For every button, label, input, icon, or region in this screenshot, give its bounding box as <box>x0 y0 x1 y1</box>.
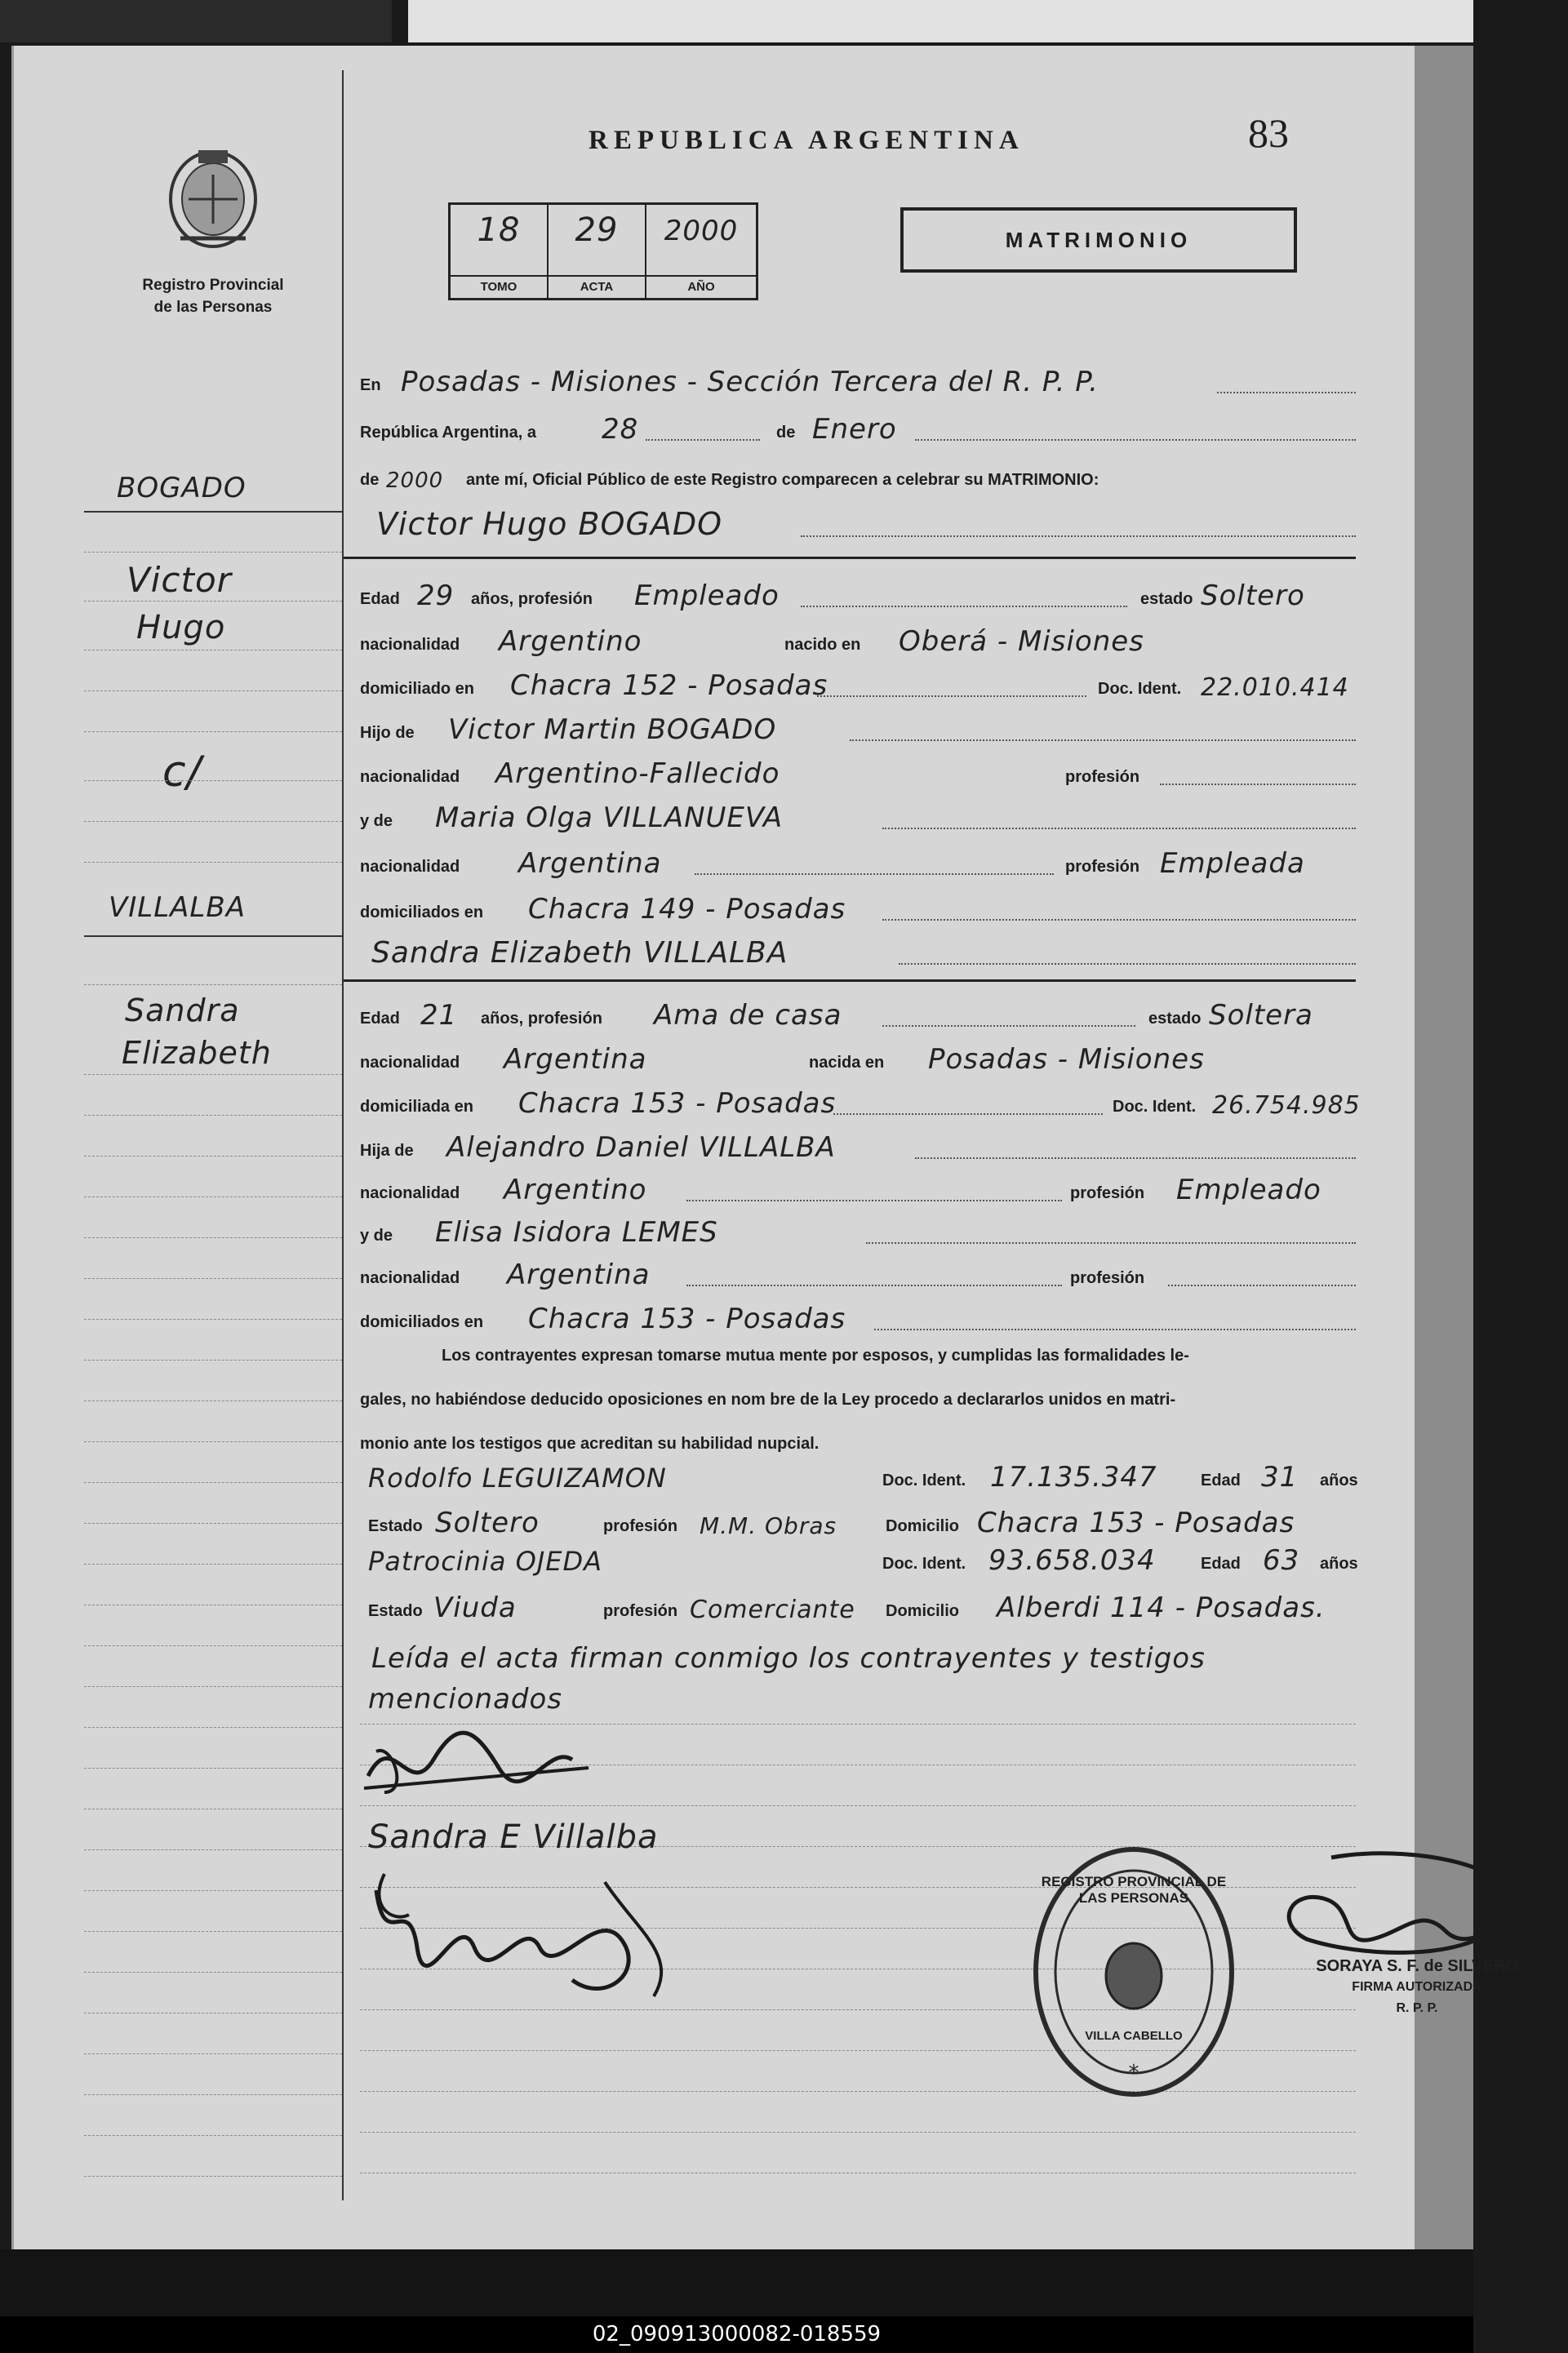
groom-father-nat-row <box>344 757 1356 790</box>
margin-rule <box>84 1686 342 1687</box>
bride-address-row <box>344 1087 1361 1120</box>
fill-dash <box>850 739 1356 741</box>
margin-rule <box>84 601 342 602</box>
witness1-anos-label: años <box>1320 1472 1358 1489</box>
tomo-label: TOMO <box>451 275 547 298</box>
margin-rule <box>84 1768 342 1769</box>
fill-dash <box>882 919 1356 921</box>
witness2-profesion: Comerciante <box>690 1596 855 1624</box>
witness2-row <box>344 1544 1356 1577</box>
groom-age-row <box>344 579 1356 612</box>
groom-full-name: Victor Hugo BOGADO <box>376 506 722 542</box>
declaration-paragraph <box>360 1334 1356 1466</box>
bride-father-nac: Argentino <box>504 1174 647 1206</box>
groom-parents-dom-label: domiciliados en <box>360 903 484 921</box>
closing-line2: mencionados <box>368 1683 563 1716</box>
bride-nac-label: nacionalidad <box>360 1054 460 1072</box>
groom-father-label: Hijo de <box>360 724 415 742</box>
year-value: 2000 <box>386 468 444 493</box>
fill-dash <box>915 439 1356 441</box>
groom-address-row <box>344 669 1356 702</box>
bride-father-nac-label: nacionalidad <box>360 1184 460 1202</box>
witness1-estado: Soltero <box>435 1507 540 1539</box>
fill-dash <box>646 439 760 441</box>
section-divider <box>344 979 1356 982</box>
bride-domicilio: Chacra 153 - Posadas <box>518 1087 837 1120</box>
fill-dash <box>686 1200 1062 1201</box>
groom-father-nac: Argentino-Fallecido <box>495 757 780 790</box>
tomo-value: 18 <box>477 211 521 249</box>
margin-column <box>84 46 342 2249</box>
margin-rule <box>84 1156 342 1157</box>
groom-nacido-label: nacido en <box>784 636 861 654</box>
republica-label: República Argentina, a <box>360 424 536 442</box>
bride-full-name: Sandra Elizabeth VILLALBA <box>371 936 788 970</box>
bride-father: Alejandro Daniel VILLALBA <box>446 1131 836 1164</box>
certificate-body <box>344 46 1518 2249</box>
margin-divider <box>84 511 342 513</box>
groom-mother: Maria Olga VILLANUEVA <box>435 801 784 834</box>
margin-groom-name2: Hugo <box>136 609 226 646</box>
bride-doc: 26.754.985 <box>1212 1091 1361 1120</box>
margin-rule <box>84 1441 342 1442</box>
margin-rule <box>84 1645 342 1646</box>
bride-doc-label: Doc. Ident. <box>1113 1098 1197 1116</box>
fill-dash <box>882 1025 1135 1027</box>
witness1-profesion-label: profesión <box>603 1517 678 1535</box>
witness1-domicilio: Chacra 153 - Posadas <box>977 1507 1295 1539</box>
margin-rule <box>84 1972 342 1973</box>
witness2-edad-label: Edad <box>1201 1555 1241 1573</box>
bride-father-prof-label: profesión <box>1070 1184 1145 1202</box>
witness1-edad-label: Edad <box>1201 1472 1241 1489</box>
fill-dash <box>686 1285 1062 1286</box>
groom-profesion-label: años, profesión <box>471 590 593 608</box>
groom-mother-row <box>344 801 1356 834</box>
groom-father-nac-label: nacionalidad <box>360 768 460 786</box>
scan-bottom-edge <box>0 2249 1473 2316</box>
official-signature <box>1258 1841 1568 1972</box>
body-rule <box>360 2132 1356 2133</box>
margin-bride-name1: Sandra <box>125 992 240 1028</box>
day-value: 28 <box>602 413 639 446</box>
groom-estado: Soltero <box>1201 579 1305 612</box>
witness2-doc: 93.658.034 <box>988 1544 1156 1577</box>
margin-rule <box>84 1564 342 1565</box>
record-type-box: MATRIMONIO <box>900 207 1297 273</box>
margin-connector: c/ <box>162 748 202 797</box>
scan-top-paper-edge <box>408 0 1473 42</box>
bride-mother-row <box>344 1216 1356 1249</box>
groom-father-prof-label: profesión <box>1065 768 1140 786</box>
margin-divider <box>84 935 342 937</box>
margin-rule <box>84 1931 342 1932</box>
registry-name-line1: Registro Provincial <box>142 277 284 294</box>
fill-dash <box>866 1242 1356 1244</box>
margin-rule <box>84 2094 342 2095</box>
ano-cell <box>646 205 756 298</box>
margin-groom-surname: BOGADO <box>117 472 247 504</box>
tomo-cell <box>451 205 549 298</box>
margin-rule <box>84 1849 342 1850</box>
groom-parents-dom: Chacra 149 - Posadas <box>528 893 846 926</box>
witness1-name: Rodolfo LEGUIZAMON <box>368 1463 667 1494</box>
witness1-estado-label: Estado <box>368 1517 423 1535</box>
margin-rule <box>84 1115 342 1116</box>
groom-father: Victor Martin BOGADO <box>448 713 777 746</box>
margin-rule <box>84 862 342 863</box>
ano-label: AÑO <box>646 275 756 298</box>
witness2-name: Patrocinia OJEDA <box>368 1546 602 1577</box>
margin-rule <box>84 2053 342 2054</box>
margin-rule <box>84 821 342 822</box>
registry-name-line2: de las Personas <box>153 299 273 316</box>
witness-signature <box>360 1858 686 2004</box>
witness2-edad: 63 <box>1263 1544 1300 1577</box>
groom-nationality-row <box>344 625 1356 658</box>
margin-groom-name1: Victor <box>127 560 232 600</box>
bride-signature: Sandra E Villalba <box>368 1818 659 1856</box>
margin-rule <box>84 2176 342 2177</box>
margin-rule <box>84 1319 342 1320</box>
groom-parents-address-row <box>344 893 1356 926</box>
groom-father-row <box>344 713 1356 746</box>
official-name: SORAYA S. F. de SILVERO <box>1316 1957 1518 1975</box>
date-row <box>344 413 1356 446</box>
bride-nacida-en: Posadas - Misiones <box>928 1043 1205 1076</box>
margin-rule <box>84 1523 342 1524</box>
margin-rule <box>84 552 342 553</box>
margin-rule <box>84 1196 342 1197</box>
acta-label: ACTA <box>549 275 645 298</box>
bride-father-nat-row <box>344 1174 1356 1206</box>
provincial-seal-icon <box>164 142 262 250</box>
witness2-doc-label: Doc. Ident. <box>882 1555 966 1573</box>
fill-dash <box>915 1157 1356 1159</box>
year-label: de <box>360 471 380 489</box>
margin-bride-name2: Elizabeth <box>122 1035 272 1071</box>
place-row <box>344 366 1356 398</box>
groom-nac-label: nacionalidad <box>360 636 460 654</box>
bride-edad-label: Edad <box>360 1010 400 1028</box>
groom-mother-prof-label: profesión <box>1065 858 1140 876</box>
bride-edad: 21 <box>420 999 458 1032</box>
place-value: Posadas - Misiones - Sección Tercera del R. P. P. <box>401 366 1099 398</box>
groom-name-row <box>344 506 1356 542</box>
groom-nacionalidad: Argentino <box>499 625 642 658</box>
bride-nacionalidad: Argentina <box>504 1043 647 1076</box>
fill-dash <box>801 606 1127 607</box>
fill-dash <box>874 1329 1356 1330</box>
witness1-row <box>344 1461 1356 1494</box>
bride-profesion: Ama de casa <box>654 999 842 1032</box>
bride-mother-nac-label: nacionalidad <box>360 1269 460 1287</box>
declaration-line2: gales, no habiéndose deducido oposiciones en nom bre de la Ley procedo a declararlos unidos en matri- <box>360 1391 1176 1409</box>
witness2-domicilio: Alberdi 114 - Posadas. <box>997 1592 1326 1624</box>
month-value: Enero <box>812 413 897 446</box>
margin-rule <box>84 984 342 985</box>
fill-dash <box>882 828 1356 829</box>
closing-line1: Leída el acta firman conmigo los contrayentes y testigos <box>371 1642 1206 1675</box>
groom-mother-prof: Empleada <box>1160 847 1305 880</box>
registration-box <box>448 202 758 300</box>
groom-mother-label: y de <box>360 812 393 830</box>
groom-signature <box>360 1711 605 1809</box>
statement-text: ante mí, Oficial Público de este Registro comparecen a celebrar su MATRIMONIO: <box>466 471 1099 489</box>
fill-dash <box>1160 784 1356 785</box>
margin-rule <box>84 1074 342 1075</box>
page-number: 83 <box>1248 110 1289 156</box>
margin-bride-surname: VILLALBA <box>109 891 246 924</box>
witness2-details-row <box>344 1592 1356 1624</box>
groom-edad-label: Edad <box>360 590 400 608</box>
witness1-profesion: M.M. Obras <box>700 1512 837 1539</box>
witness1-domicilio-label: Domicilio <box>886 1517 960 1535</box>
official-office: R. P. P. <box>1396 2001 1438 2015</box>
margin-rule <box>84 780 342 781</box>
margin-rule <box>84 1482 342 1483</box>
groom-mother-nac-label: nacionalidad <box>360 858 460 876</box>
stamp-place: VILLA CABELLO <box>1085 2029 1183 2043</box>
stamp-text: REGISTRO PROVINCIAL DE LAS PERSONAS <box>1041 1874 1227 1906</box>
bride-dom-label: domiciliada en <box>360 1098 473 1116</box>
bride-parents-dom-label: domiciliados en <box>360 1313 484 1331</box>
bride-father-label: Hija de <box>360 1142 414 1160</box>
witness1-details-row <box>344 1507 1356 1539</box>
bride-nationality-row <box>344 1043 1356 1076</box>
bride-nacida-label: nacida en <box>809 1054 885 1072</box>
bride-mother-prof-label: profesión <box>1070 1269 1145 1287</box>
groom-mother-nat-row <box>344 847 1356 880</box>
official-role: FIRMA AUTORIZADA <box>1352 1980 1482 1994</box>
official-block <box>1282 1956 1552 2019</box>
witness1-doc: 17.135.347 <box>990 1461 1157 1494</box>
bride-mother-nat-row <box>344 1259 1356 1291</box>
bride-father-prof: Empleado <box>1176 1174 1321 1206</box>
image-id: 02_090913000082-018559 <box>0 2316 1473 2353</box>
groom-mother-nac: Argentina <box>518 847 662 880</box>
margin-rule <box>84 731 342 732</box>
closing-row2 <box>344 1676 1356 1716</box>
bride-mother: Elisa Isidora LEMES <box>435 1216 718 1249</box>
witness2-domicilio-label: Domicilio <box>886 1602 960 1620</box>
section-divider <box>344 557 1356 559</box>
acta-value: 29 <box>575 211 619 249</box>
witness2-estado: Viuda <box>433 1592 517 1624</box>
witness2-profesion-label: profesión <box>603 1602 678 1620</box>
groom-estado-label: estado <box>1140 590 1193 608</box>
declaration-line1: Los contrayentes expresan tomarse mutua mente por esposos, y cumplidas las formalidades le- <box>442 1347 1189 1365</box>
margin-rule <box>84 1237 342 1238</box>
acta-cell <box>549 205 646 298</box>
en-label: En <box>360 376 381 394</box>
ano-value: 2000 <box>664 215 739 247</box>
statement-row <box>344 460 1356 493</box>
fill-dash <box>801 535 1356 537</box>
witness1-edad: 31 <box>1261 1461 1299 1494</box>
declaration-line3: monio ante los testigos que acreditan su habilidad nupcial. <box>360 1435 820 1453</box>
groom-doc: 22.010.414 <box>1201 673 1349 702</box>
margin-rule <box>84 1360 342 1361</box>
groom-profesion: Empleado <box>634 579 780 612</box>
bride-mother-nac: Argentina <box>507 1259 651 1291</box>
bride-parents-dom: Chacra 153 - Posadas <box>528 1303 846 1335</box>
fill-dash <box>833 1113 1103 1115</box>
fill-dash <box>817 695 1086 697</box>
margin-rule <box>84 690 342 691</box>
fill-dash <box>695 873 1054 875</box>
margin-rule <box>84 2135 342 2136</box>
bride-profesion-label: años, profesión <box>481 1010 602 1028</box>
bride-father-row <box>344 1131 1356 1164</box>
margin-rule <box>84 1727 342 1728</box>
margin-rule <box>84 1890 342 1891</box>
groom-domicilio: Chacra 152 - Posadas <box>510 669 828 702</box>
certificate-page <box>11 46 1518 2249</box>
bride-estado-label: estado <box>1148 1010 1202 1028</box>
scan-top-dark-edge <box>0 0 392 42</box>
witness2-anos-label: años <box>1320 1555 1358 1573</box>
closing-row1 <box>344 1636 1356 1675</box>
groom-dom-label: domiciliado en <box>360 680 475 698</box>
bride-name-row <box>344 937 1356 970</box>
bride-mother-label: y de <box>360 1227 393 1245</box>
groom-doc-label: Doc. Ident. <box>1098 680 1182 698</box>
svg-text:*: * <box>1128 2061 1139 2085</box>
groom-edad: 29 <box>417 579 455 612</box>
bride-age-row <box>344 999 1356 1032</box>
de-label: de <box>776 424 796 442</box>
fill-dash <box>1168 1285 1356 1286</box>
registry-name <box>84 274 342 318</box>
bride-parents-address-row <box>344 1303 1356 1335</box>
groom-nacido-en: Oberá - Misiones <box>899 625 1144 658</box>
witness1-doc-label: Doc. Ident. <box>882 1472 966 1489</box>
registry-stamp <box>1028 1841 1240 2102</box>
fill-dash <box>1217 392 1356 393</box>
bride-estado: Soltera <box>1209 999 1313 1032</box>
country-title: REPUBLICA ARGENTINA <box>589 126 1024 155</box>
fill-dash <box>899 963 1356 965</box>
margin-rule <box>84 1278 342 1279</box>
witness2-estado-label: Estado <box>368 1602 423 1620</box>
